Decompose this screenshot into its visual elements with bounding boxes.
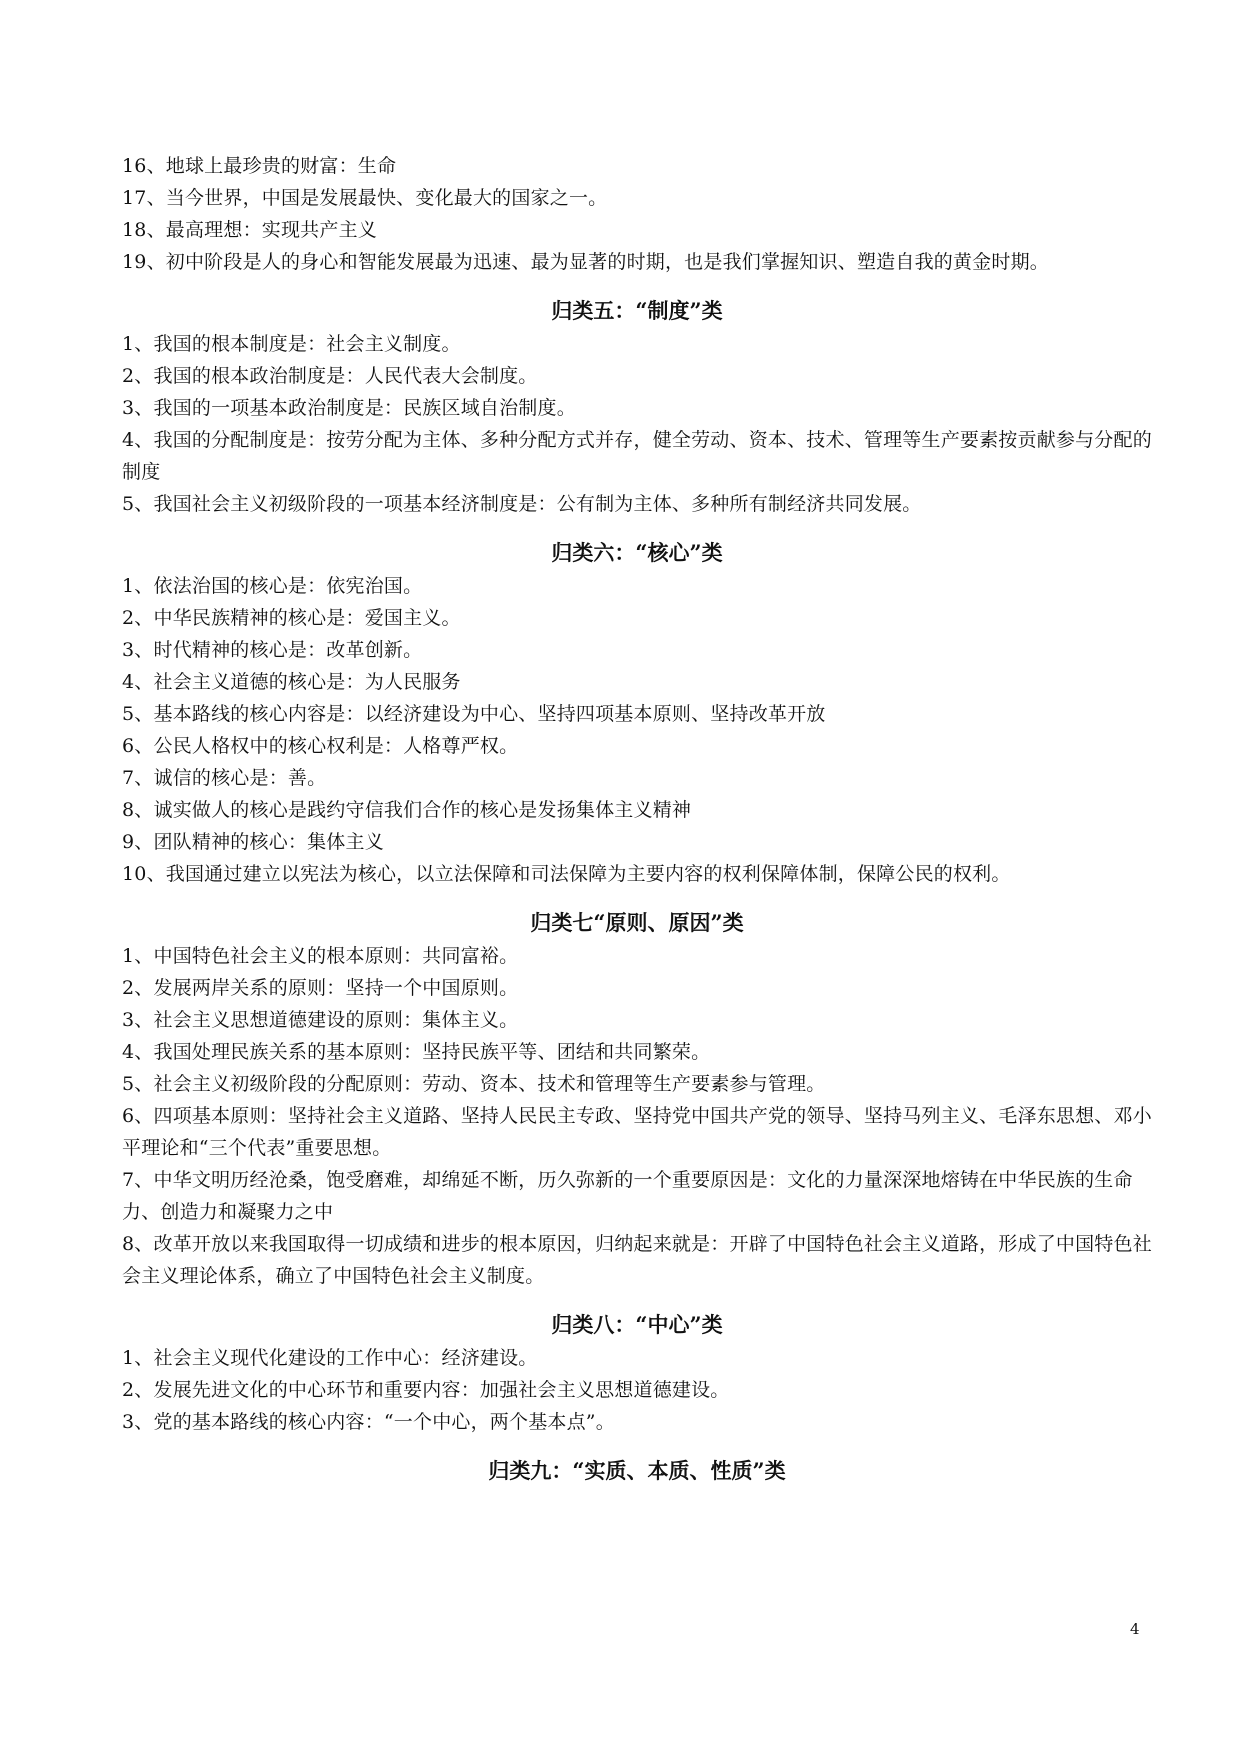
- list-item: 5、我国社会主义初级阶段的一项基本经济制度是：公有制为主体、多种所有制经济共同发展。: [122, 493, 922, 515]
- sections-container: [122, 296, 1152, 1486]
- list-item: 1、依法治国的核心是：依宪治国。: [122, 575, 423, 597]
- section-heading: 归类九：“实质、本质、性质”类: [488, 1458, 786, 1483]
- list-item: 10、我国通过建立以宪法为核心，以立法保障和司法保障为主要内容的权利保障体制，保障公民的权利。: [122, 863, 1011, 885]
- section: [122, 1310, 1152, 1438]
- list-item: 2、中华民族精神的核心是：爱国主义。: [122, 607, 461, 629]
- list-item: 9、团队精神的核心：集体主义: [122, 831, 384, 853]
- list-item: 8、诚实做人的核心是践约守信我们合作的核心是发扬集体主义精神: [122, 799, 692, 821]
- list-item: 6、四项基本原则：坚持社会主义道路、坚持人民民主专政、坚持党中国共产党的领导、坚持马列主义、毛泽东思想、邓小平理论和“三个代表”重要思想。: [122, 1105, 1152, 1159]
- list-item: 5、社会主义初级阶段的分配原则：劳动、资本、技术和管理等生产要素参与管理。: [122, 1073, 826, 1095]
- section: [122, 296, 1152, 520]
- list-item: 17、当今世界，中国是发展最快、变化最大的国家之一。: [122, 187, 608, 209]
- page-number: 4: [1130, 1620, 1140, 1638]
- document-body: [122, 150, 1152, 1488]
- list-item: 1、社会主义现代化建设的工作中心：经济建设。: [122, 1347, 538, 1369]
- list-item: 19、初中阶段是人的身心和智能发展最为迅速、最为显著的时期，也是我们掌握知识、塑造自我的黄金时期。: [122, 251, 1049, 273]
- section: [122, 1456, 1152, 1486]
- list-item: 3、我国的一项基本政治制度是：民族区域自治制度。: [122, 397, 576, 419]
- list-item: 7、中华文明历经沧桑，饱受磨难，却绵延不断，历久弥新的一个重要原因是：文化的力量深深地熔铸在中华民族的生命力、创造力和凝聚力之中: [122, 1169, 1133, 1223]
- list-item: 4、我国的分配制度是：按劳分配为主体、多种分配方式并存，健全劳动、资本、技术、管理等生产要素按贡献参与分配的制度: [122, 429, 1152, 483]
- list-item: 2、发展先进文化的中心环节和重要内容：加强社会主义思想道德建设。: [122, 1379, 730, 1401]
- list-item: 18、最高理想：实现共产主义: [122, 219, 377, 241]
- list-item: 1、我国的根本制度是：社会主义制度。: [122, 333, 461, 355]
- list-item: 4、我国处理民族关系的基本原则：坚持民族平等、团结和共同繁荣。: [122, 1041, 711, 1063]
- list-item: 4、社会主义道德的核心是：为人民服务: [122, 671, 461, 693]
- section-heading: 归类五：“制度”类: [551, 298, 723, 323]
- list-item: 2、发展两岸关系的原则：坚持一个中国原则。: [122, 977, 519, 999]
- list-item: 3、党的基本路线的核心内容：“一个中心，两个基本点”。: [122, 1411, 615, 1433]
- section-heading: 归类六：“核心”类: [551, 540, 723, 565]
- list-item: 6、公民人格权中的核心权利是：人格尊严权。: [122, 735, 519, 757]
- list-item: 16、地球上最珍贵的财富：生命: [122, 155, 397, 177]
- list-item: 1、中国特色社会主义的根本原则：共同富裕。: [122, 945, 519, 967]
- intro-list: [122, 150, 1152, 278]
- list-item: 3、时代精神的核心是：改革创新。: [122, 639, 423, 661]
- section: [122, 908, 1152, 1292]
- section-heading: 归类七“原则、原因”类: [530, 910, 744, 935]
- list-item: 7、诚信的核心是：善。: [122, 767, 327, 789]
- section: [122, 538, 1152, 890]
- section-heading: 归类八：“中心”类: [551, 1312, 723, 1337]
- list-item: 3、社会主义思想道德建设的原则：集体主义。: [122, 1009, 519, 1031]
- list-item: 2、我国的根本政治制度是：人民代表大会制度。: [122, 365, 538, 387]
- list-item: 8、改革开放以来我国取得一切成绩和进步的根本原因，归纳起来就是：开辟了中国特色社会主义道路，形成了中国特色社会主义理论体系，确立了中国特色社会主义制度。: [122, 1233, 1152, 1287]
- list-item: 5、基本路线的核心内容是：以经济建设为中心、坚持四项基本原则、坚持改革开放: [122, 703, 826, 725]
